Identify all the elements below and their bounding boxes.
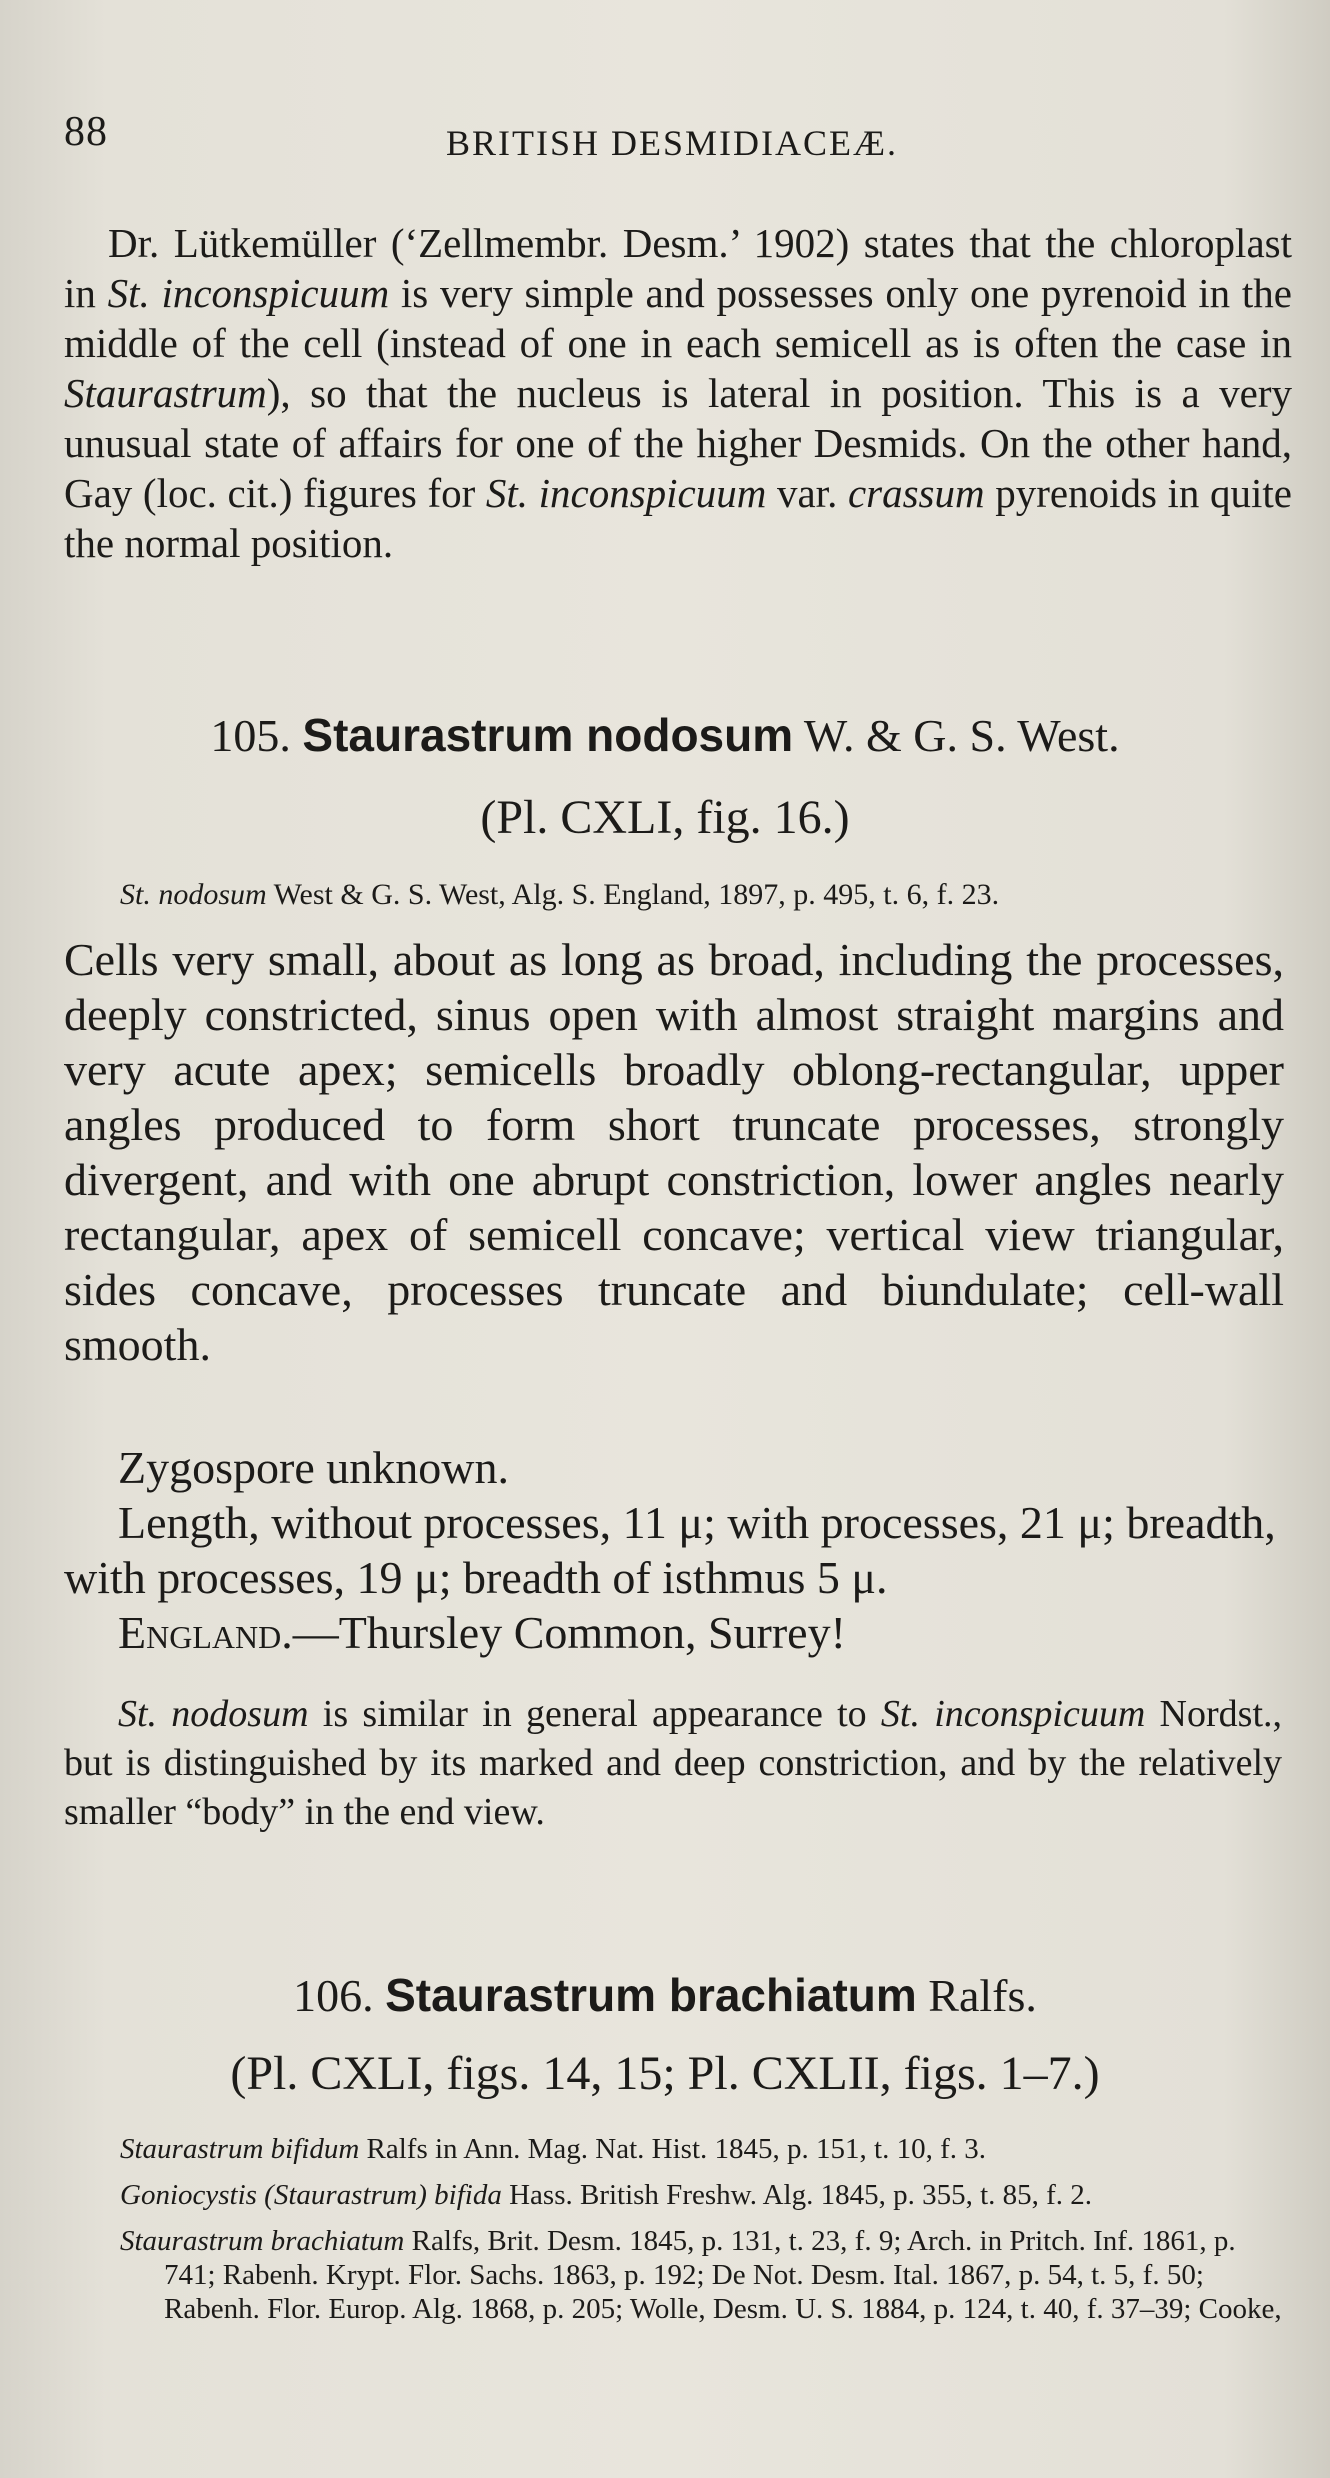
species-105-heading [0,708,1330,762]
species-105-description: Cells very small, about as long as broad, including the processes, deeply constricted, sinus open with almost straight margins and very acute apex; semicells broadly oblong-rectangular, upper angles produced to form short truncate processes, strongly divergent, and with one abrupt constriction, lower angles nearly rectangular, apex of semicell concave; vertical view triangular, sides concave, processes truncate and biundulate; cell-wall smooth. [64,934,1284,1370]
intro-text: var. [766,470,848,516]
reference-taxon: Goniocystis (Staurastrum) bifida [120,2179,502,2211]
locality [64,1605,1284,1660]
reference-text: Hass. British Freshw. Alg. 1845, p. 355, t. 85, f. 2. [501,2179,1093,2211]
species-author: W. & G. S. West. [803,710,1120,761]
intro-paragraph [64,218,1292,568]
reference-text: Ralfs, Brit. Desm. 1845, p. 131, t. 23, f. 9; Arch. in Pritch. Inf. 1861, p. 741; Rabenh. Krypt. Flor. Sachs. 1863, p. 192; De Not. Desm. Ital. 1867, p. 54, t. 5, f. 50; Rabenh. Flor. Europ. Alg. 1868, p. 205; Wolle, Desm. U. S. 1884, p. 124, t. 40, f. 37–39; Cooke, [164,2225,1282,2325]
species-105-synonym [120,878,1280,912]
species-name: Staurastrum nodosum [302,709,794,761]
intro-text: is very simple and possesses only one pyrenoid in the middle of the cell (instead of one in each semicell as is often the case in [64,270,1292,366]
taxon-name: crassum [847,470,985,516]
reference-text: Ralfs in Ann. Mag. Nat. Hist. 1845, p. 151, t. 10, f. 3. [359,2133,986,2165]
intro-text: Dr. Lütkemüller (‘Zellmembr. Desm.’ 1902) states that the chloroplast in [64,220,1292,316]
species-106-plate: (Pl. CXLI, figs. 14, 15; Pl. CXLII, figs. 1–7.) [230,2047,1100,2100]
taxon-name: St. inconspicuum [107,270,390,316]
intro-text: ), so that the nucleus is lateral in position. This is a very unusual state of affairs for one of the higher Desmids. On the other hand, Gay (loc. cit.) figures for [64,370,1292,516]
page-number: 88 [64,109,108,155]
zygospore-note: Zygospore unknown. [118,1442,509,1493]
species-105-plate: (Pl. CXLI, fig. 16.) [480,791,850,844]
species-number: 105. [210,710,291,761]
species-106-heading [0,1968,1330,2022]
reference-taxon: Staurastrum bifidum [120,2133,360,2165]
synonym-name: St. nodosum [120,878,267,911]
species-106-references [120,2132,1290,2338]
running-title: BRITISH DESMIDIACEÆ. [446,123,899,163]
taxon-name: Staurastrum [64,370,267,416]
locality-text: .—Thursley Common, Surrey! [281,1607,846,1658]
reference-entry [120,2224,1290,2326]
reference-entry [120,2178,1290,2212]
reference-entry [120,2132,1290,2166]
intro-text: pyrenoids in quite the normal position. [64,470,1293,566]
taxon-name: St. inconspicuum [485,470,767,516]
taxon-name: St. nodosum [118,1693,309,1735]
species-name: Staurastrum brachiatum [385,1969,917,2021]
species-number: 106. [293,1970,374,2021]
locality-region: England [118,1607,282,1658]
species-author: Ralfs. [928,1970,1037,2021]
synonym-reference: West & G. S. West, Alg. S. England, 1897, p. 495, t. 6, f. 23. [266,878,1000,911]
note-text: is similar in general appearance to [308,1693,881,1735]
reference-taxon: Staurastrum brachiatum [120,2225,405,2257]
note-text: Nordst., but is distinguished by its marked and deep constriction, and by the relatively smaller “body” in the end view. [64,1693,1282,1833]
species-105-note [64,1690,1282,1837]
taxon-name: St. inconspicuum [880,1693,1146,1735]
measurements: Length, without processes, 11 μ; with processes, 21 μ; breadth, with processes, 19 μ; breadth of isthmus 5 μ. [64,1497,1276,1603]
